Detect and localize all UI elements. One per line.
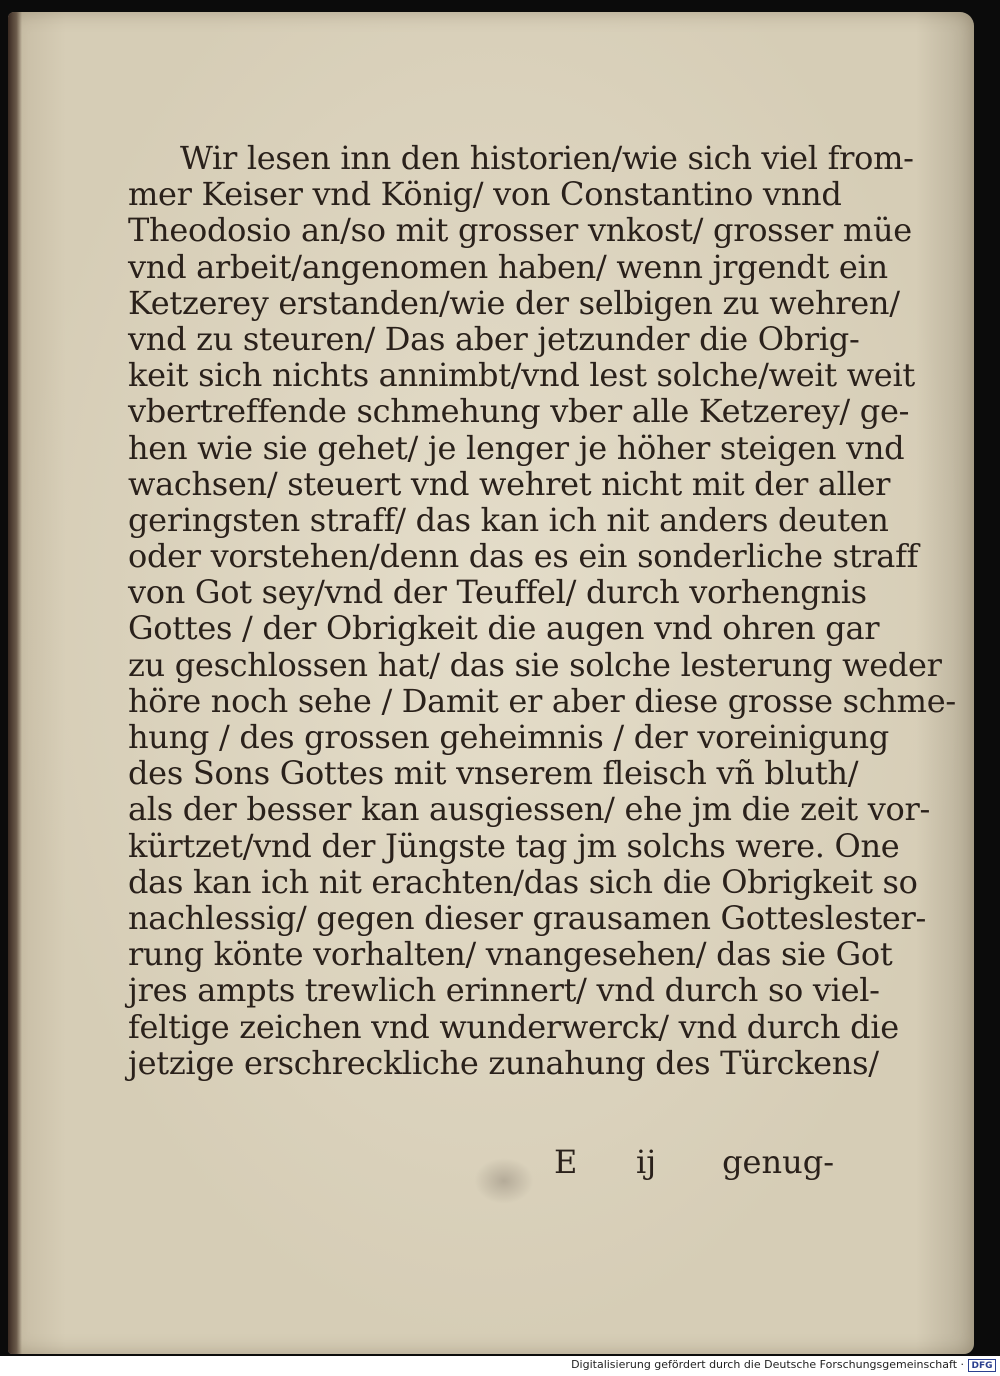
footer-bar [0, 1356, 1000, 1376]
book-page [8, 12, 974, 1354]
text-line: hen wie sie gehet/ je lenger je höher steigen vnd [128, 428, 905, 467]
text-line: vnd zu steuren/ Das aber jetzunder die Obrig- [128, 319, 860, 358]
text-line: das kan ich nit erachten/das sich die Obrigkeit so [128, 862, 918, 901]
text-line: feltige zeichen vnd wunderwerck/ vnd durch die [128, 1007, 899, 1046]
text-line: vnd arbeit/angenomen haben/ wenn jrgendt ein [128, 247, 888, 286]
text-line: Wir lesen inn den historien/wie sich viel from- [180, 139, 914, 177]
text-line: wachsen/ steuert vnd wehret nicht mit der aller [128, 464, 891, 503]
text-line: geringsten straff/ das kan ich nit anders deuten [128, 500, 889, 539]
text-line: mer Keiser vnd König/ von Constantino vnnd [128, 175, 842, 214]
text-line: jetzige erschreckliche zunahung des Türckens/ [128, 1043, 879, 1082]
text-line: hung / des grossen geheimnis / der voreinigung [128, 718, 889, 756]
text-line: oder vorstehen/denn das es ein sonderliche straff [128, 537, 919, 576]
catchword: genug- [722, 1143, 834, 1181]
text-line: Theodosio an/so mit grosser vnkost/ grosser müe [128, 211, 912, 250]
text-line: rung könte vorhalten/ vnangesehen/ das sie Got [128, 935, 893, 974]
text-line: als der besser kan ausgiessen/ ehe jm die zeit vor- [128, 790, 930, 829]
page-text-block [128, 139, 956, 1082]
text-line: nachlessig/ gegen dieser grausamen Gotteslester- [128, 898, 927, 937]
text-line: Gottes / der Obrigkeit die augen vnd ohren gar [128, 609, 880, 648]
signature-line [554, 1142, 834, 1182]
paper-smudge [474, 1158, 534, 1204]
dfg-logo-icon: DFG [968, 1359, 996, 1372]
funding-credit: Digitalisierung gefördert durch die Deutsche Forschungsgemeinschaft · [571, 1358, 964, 1371]
text-line: Ketzerey erstanden/wie der selbigen zu wehren/ [128, 283, 900, 322]
text-line: höre noch sehe / Damit er aber diese grosse schme- [128, 681, 956, 720]
text-line: zu geschlossen hat/ das sie solche lesterung weder [128, 645, 942, 684]
text-line: keit sich nichts annimbt/vnd lest solche/weit weit [128, 356, 915, 395]
text-line: des Sons Gottes mit vnserem fleisch vñ bluth/ [128, 754, 859, 793]
signature-letter: E [554, 1143, 578, 1181]
text-line: vbertreffende schmehung vber alle Ketzerey/ ge- [128, 392, 910, 431]
text-line: jres ampts trewlich erinnert/ vnd durch so viel- [128, 971, 880, 1010]
signature-number: ij [636, 1143, 657, 1181]
text-line: kürtzet/vnd der Jüngste tag jm solchs were. One [128, 826, 900, 865]
book-spine-edge [8, 12, 22, 1354]
text-line: von Got sey/vnd der Teuffel/ durch vorhengnis [128, 573, 867, 612]
